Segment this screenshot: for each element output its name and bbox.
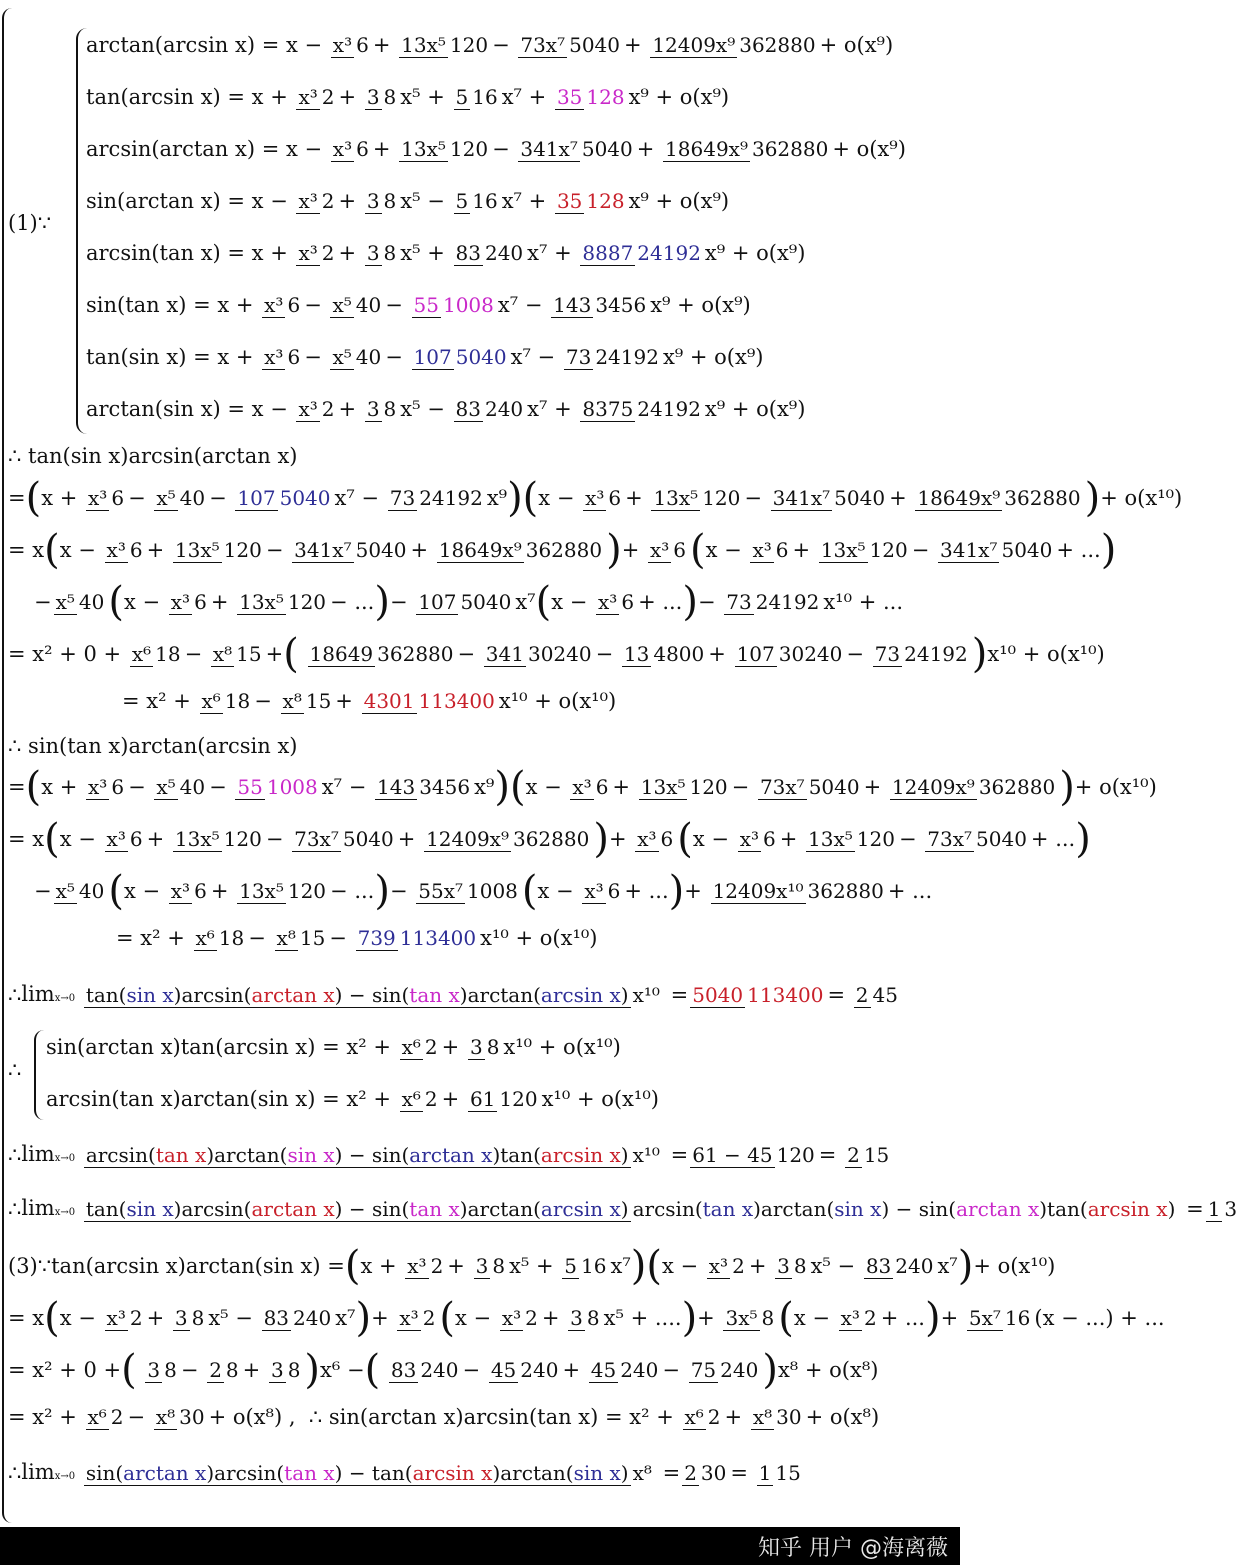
system-row: tan(sin x) = x + x³ 6 − x⁵ 40 − 107 5040 x⁷ − 73 24192 x⁹ + o(x⁹) (86, 344, 764, 369)
block1-line: = x² + 0 + x⁶ 18 − x⁸ 15 +( 18649 362880 − 341 30240 − 13 4800 + 107 30240 − 73 24192 )x¹⁰ + o(x¹⁰) (8, 631, 1105, 677)
block2-line: = x(x − x³ 6 + 13x⁵ 120 − 73x⁷ 5040 + 12409x⁹ 362880 )+ x³ 6 (x − x³ 6 + 13x⁵ 120 − 73x⁷ 5040 + ...) (8, 816, 1091, 862)
part1-label: (1)∵ (8, 210, 52, 235)
limit3: ∴limx→0 tan(sin x)arcsin(arctan x) − sin(tan x)arctan(arcsin x) arcsin(tan x)arctan(sin x) − sin(arctan x)tan(arcsin x) = 1 3 (8, 1196, 1238, 1221)
system-row: sin(tan x) = x + x³ 6 − x⁵ 40 − 55 1008 x⁷ − 143 3456 x⁹ + o(x⁹) (86, 292, 751, 317)
part3-line: = x² + 0 +( 3 8 − 2 8 + 3 8 )x⁶ −( 83 240 − 45 240 + 45 240 − 75 240 )x⁸ + o(x⁸) (8, 1347, 879, 1393)
system-row: tan(arcsin x) = x + x³ 2 + 3 8 x⁵ + 5 16 x⁷ + 35 128 x⁹ + o(x⁹) (86, 84, 730, 109)
result2: = x² + x⁶ 18 − x⁸ 15 − 739 113400 x¹⁰ + o(x¹⁰) (116, 925, 598, 950)
part3-line: (3)∵tan(arcsin x)arctan(sin x) =(x + x³ 2 + 3 8 x⁵ + 5 16 x⁷)(x − x³ 2 + 3 8 x⁵ − 83 240 x⁷)+ o(x¹⁰) (8, 1243, 1056, 1289)
part3-line: = x(x − x³ 2 + 3 8 x⁵ − 83 240 x⁷)+ x³ 2 (x − x³ 2 + 3 8 x⁵ + ....)+ 3x⁵ 8 (x − x³ 2 + ...)+ 5x⁷ 16 (x − ...) + ... (8, 1295, 1165, 1341)
limit2: ∴limx→0 arcsin(tan x)arctan(sin x) − sin(arctan x)tan(arcsin x) x¹⁰ = 61 − 45 120 = 2 15 (8, 1142, 890, 1167)
system-row: arcsin(tan x) = x + x³ 2 + 3 8 x⁵ + 83 240 x⁷ + 8887 24192 x⁹ + o(x⁹) (86, 240, 806, 265)
therefore-label: ∴ (8, 1057, 22, 1082)
block1-line: − x⁵ 40 (x − x³ 6 + 13x⁵ 120 − ...)− 107 5040 x⁷(x − x³ 6 + ...)− 73 24192 x¹⁰ + ... (34, 579, 903, 625)
system2-row: sin(arctan x)tan(arcsin x) = x² + x⁶ 2 + 3 8 x¹⁰ + o(x¹⁰) (46, 1034, 621, 1059)
system2-brace (34, 1030, 44, 1120)
system-row: arctan(arcsin x) = x − x³ 6 + 13x⁵ 120 − 73x⁷ 5040 + 12409x⁹ 362880 + o(x⁹) (86, 32, 894, 57)
result1: = x² + x⁶ 18 − x⁸ 15 + 4301 113400 x¹⁰ + o(x¹⁰) (122, 688, 617, 713)
watermark: 知乎 用户 @海离薇 (758, 1536, 948, 1561)
block1-head: ∴ tan(sin x)arcsin(arctan x) (8, 443, 298, 468)
block1-line: = x(x − x³ 6 + 13x⁵ 120 − 341x⁷ 5040 + 18649x⁹ 362880 )+ x³ 6 (x − x³ 6 + 13x⁵ 120 − 341x⁷ 5040 + ...) (8, 527, 1117, 573)
part3-line: = x² + x⁶ 2 − x⁸ 30 + o(x⁸) , ∴ sin(arctan x)arcsin(tan x) = x² + x⁶ 2 + x⁸ 30 + o(x⁸) (8, 1404, 880, 1429)
block1-line: =(x + x³ 6 − x⁵ 40 − 107 5040 x⁷ − 73 24192 x⁹)(x − x³ 6 + 13x⁵ 120 − 341x⁷ 5040 + 18649x⁹ 362880 )+ o(x¹⁰) (8, 475, 1183, 521)
block2-line: − x⁵ 40 (x − x³ 6 + 13x⁵ 120 − ...)− 55x⁷ 1008 (x − x³ 6 + ...)+ 12409x¹⁰ 362880 + ... (34, 868, 933, 914)
footer-bar (0, 1527, 960, 1565)
block2-head: ∴ sin(tan x)arctan(arcsin x) (8, 733, 298, 758)
system2-row: arcsin(tan x)arctan(sin x) = x² + x⁶ 2 + 61 120 x¹⁰ + o(x¹⁰) (46, 1086, 659, 1111)
limit1: ∴limx→0 tan(sin x)arcsin(arctan x) − sin(tan x)arctan(arcsin x) x¹⁰ = 5040 113400 = 2 45 (8, 982, 898, 1007)
system-row: arcsin(arctan x) = x − x³ 6 + 13x⁵ 120 − 341x⁷ 5040 + 18649x⁹ 362880 + o(x⁹) (86, 136, 906, 161)
limit4: ∴limx→0 sin(arctan x)arcsin(tan x) − tan(arcsin x)arctan(sin x) x⁸ = 2 30 = 1 15 (8, 1460, 801, 1485)
system-row: sin(arctan x) = x − x³ 2 + 3 8 x⁵ − 5 16 x⁷ + 35 128 x⁹ + o(x⁹) (86, 188, 730, 213)
system-row: arctan(sin x) = x − x³ 2 + 3 8 x⁵ − 83 240 x⁷ + 8375 24192 x⁹ + o(x⁹) (86, 396, 806, 421)
block2-line: =(x + x³ 6 − x⁵ 40 − 55 1008 x⁷ − 143 3456 x⁹)(x − x³ 6 + 13x⁵ 120 − 73x⁷ 5040 + 12409x⁹ 362880 )+ o(x¹⁰) (8, 764, 1157, 810)
